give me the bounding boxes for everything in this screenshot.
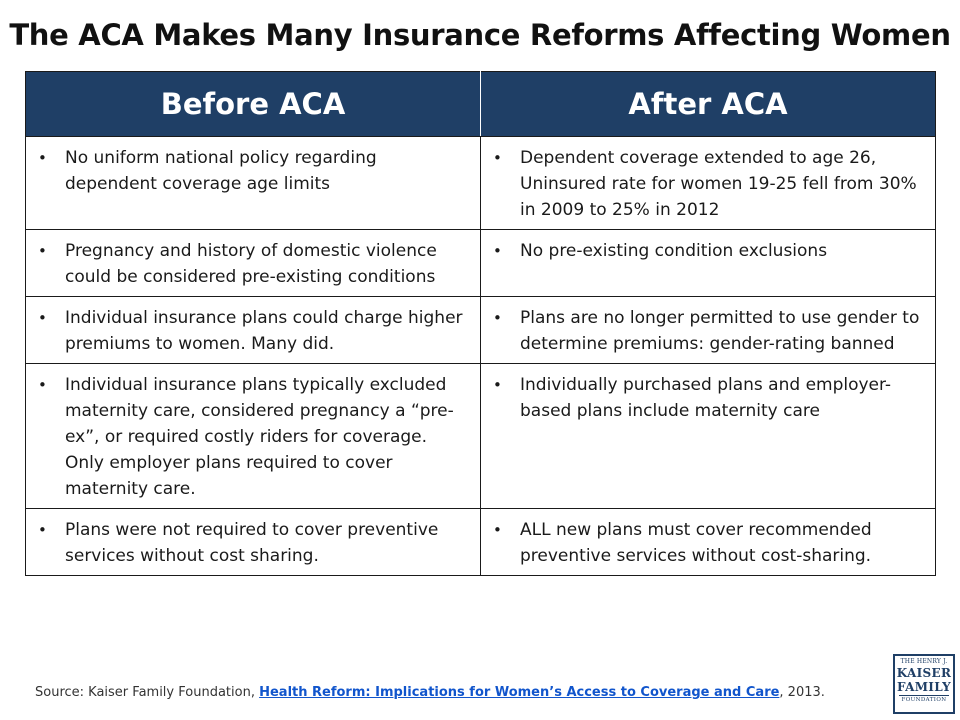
table-row <box>26 509 936 576</box>
table-row <box>26 364 936 509</box>
cell-before <box>26 137 481 230</box>
cell-after <box>481 230 936 297</box>
bullet-icon: • <box>38 376 47 394</box>
logo-line-henry: THE HENRY J. <box>900 658 948 665</box>
cell-text: Plans were not required to cover preventive services without cost sharing. <box>65 520 439 566</box>
kaiser-family-foundation-logo <box>893 654 955 714</box>
bullet-icon: • <box>38 149 47 167</box>
cell-before <box>26 297 481 364</box>
cell-after <box>481 364 936 509</box>
logo-divider <box>899 695 949 696</box>
bullet-icon: • <box>493 376 502 394</box>
cell-text: No uniform national policy regarding dependent coverage age limits <box>65 148 377 194</box>
cell-text: Dependent coverage extended to age 26, Uninsured rate for women 19-25 fell from 30% in 2009 to 25% in 2012 <box>520 148 917 220</box>
bullet-icon: • <box>38 309 47 327</box>
list-item <box>38 305 470 357</box>
list-item <box>493 372 925 424</box>
source-prefix: Source: Kaiser Family Foundation, <box>35 685 260 700</box>
cell-text: Plans are no longer permitted to use gender to determine premiums: gender-rating banned <box>520 308 920 354</box>
cell-text: Individual insurance plans typically excluded maternity care, considered pregnancy a “pre-ex”, or required costly riders for coverage. Only employer plans required to cover maternity care. <box>65 375 454 499</box>
comparison-table <box>25 71 936 576</box>
list-item <box>38 145 470 197</box>
table-row <box>26 137 936 230</box>
cell-text: Pregnancy and history of domestic violence could be considered pre-existing conditions <box>65 241 437 287</box>
bullet-icon: • <box>493 242 502 260</box>
bullet-icon: • <box>493 521 502 539</box>
table-header-row <box>26 72 936 137</box>
list-item <box>493 517 925 569</box>
list-item <box>493 305 925 357</box>
table-row <box>26 297 936 364</box>
cell-after <box>481 137 936 230</box>
logo-line-kaiser: KAISER <box>896 666 952 680</box>
list-item <box>493 238 925 264</box>
cell-text: Individual insurance plans could charge higher premiums to women. Many did. <box>65 308 463 354</box>
cell-before <box>26 509 481 576</box>
bullet-icon: • <box>493 309 502 327</box>
cell-after <box>481 297 936 364</box>
cell-after <box>481 509 936 576</box>
logo-line-family: FAMILY <box>896 680 952 694</box>
table-row <box>26 230 936 297</box>
header-after-aca: After ACA <box>481 72 936 137</box>
source-citation <box>35 685 825 700</box>
list-item <box>38 517 470 569</box>
cell-text: ALL new plans must cover recommended preventive services without cost-sharing. <box>520 520 872 566</box>
list-item <box>38 372 470 502</box>
page-title: The ACA Makes Many Insurance Reforms Affecting Women <box>9 18 951 52</box>
list-item <box>38 238 470 290</box>
cell-text: Individually purchased plans and employer-based plans include maternity care <box>520 375 892 421</box>
bullet-icon: • <box>38 521 47 539</box>
header-before-aca: Before ACA <box>26 72 481 137</box>
bullet-icon: • <box>493 149 502 167</box>
logo-line-foundation: FOUNDATION <box>901 697 947 703</box>
cell-before <box>26 364 481 509</box>
source-report-link[interactable]: Health Reform: Implications for Women’s Access to Coverage and Care <box>259 685 780 700</box>
cell-before <box>26 230 481 297</box>
cell-text: No pre-existing condition exclusions <box>520 241 828 261</box>
list-item <box>493 145 925 223</box>
source-suffix: , 2013. <box>779 685 825 700</box>
bullet-icon: • <box>38 242 47 260</box>
